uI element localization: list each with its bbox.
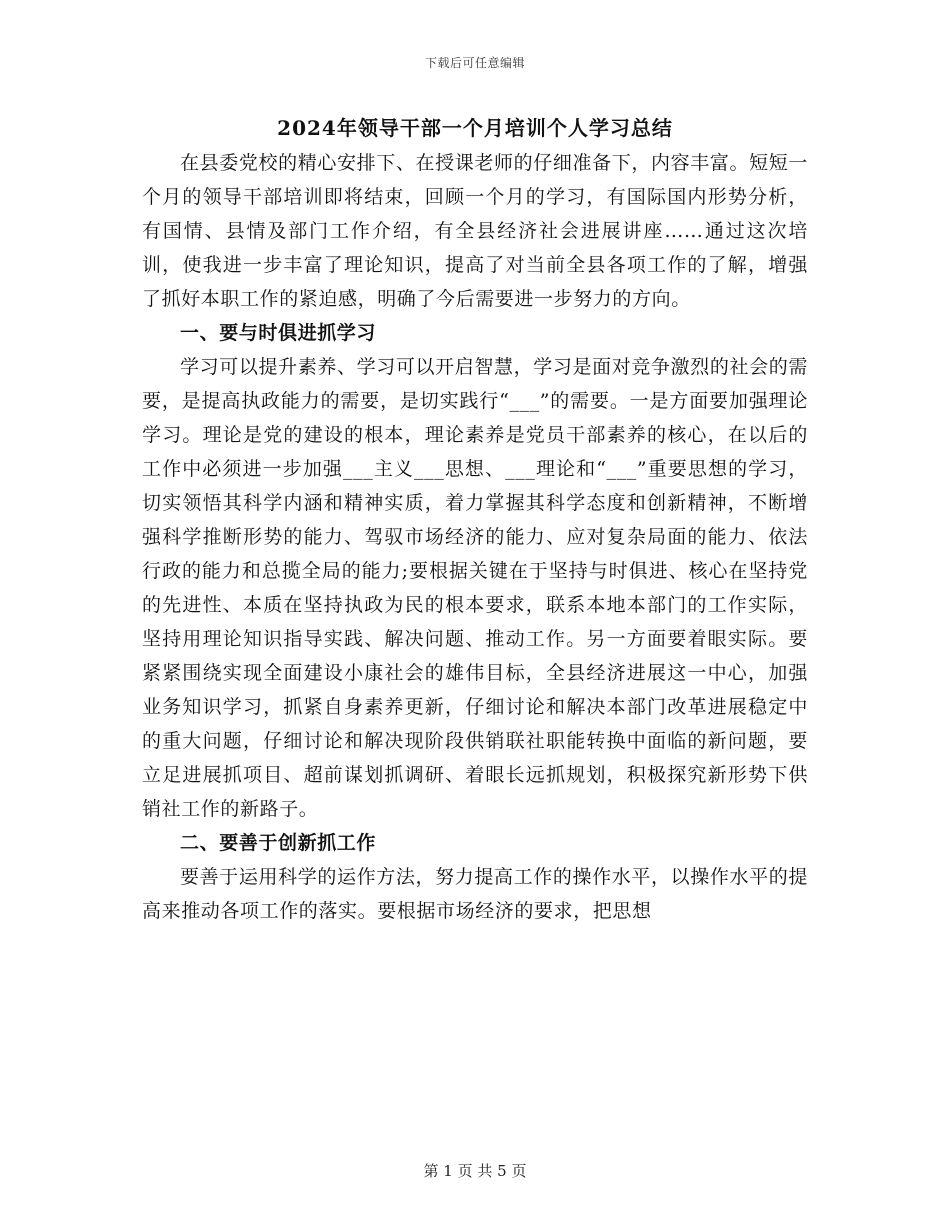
- section-1-heading: 一、要与时俱进抓学习: [180, 322, 377, 344]
- document-body: [142, 146, 808, 928]
- page-number: 第 1 页 共 5 页: [423, 1162, 527, 1180]
- intro-paragraph: 在县委党校的精心安排下、在授课老师的仔细准备下，内容丰富。短短一个月的领导干部培训即将结束，回顾一个月的学习，有国际国内形势分析，有国情、县情及部门工作介绍，有全县经济社会进展讲座……通过这次培训，使我进一步丰富了理论知识，提高了对当前全县各项工作的了解，增强了抓好本职工作的紧迫感，明确了今后需要进一步努力的方向。: [142, 152, 808, 310]
- document-title: 2024年领导干部一个月培训个人学习总结: [277, 116, 673, 140]
- section-1-paragraph: 学习可以提升素养、学习可以开启智慧，学习是面对竞争激烈的社会的需要，是提高执政能力的需要，是切实践行“___”的需要。一是方面要加强理论学习。理论是党的建设的根本，理论素养是党员干部素养的核心，在以后的工作中必须进一步加强___主义___思想、___理论和“___”重要思想的学习，切实领悟其科学内涵和精神实质，着力掌握其科学态度和创新精神，不断增强科学推断形势的能力、驾驭市场经济的能力、应对复杂局面的能力、依法行政的能力和总揽全局的能力;要根据关键在于坚持与时俱进、核心在坚持党的先进性、本质在坚持执政为民的根本要求，联系本地本部门的工作实际，坚持用理论知识指导实践、解决问题、推动工作。另一方面要着眼实际。要紧紧围绕实现全面建设小康社会的雄伟目标，全县经济进展这一中心，加强业务知识学习，抓紧自身素养更新，仔细讨论和解决本部门改革进展稳定中的重大问题，仔细讨论和解决现阶段供销联社职能转换中面临的新问题，要立足进展抓项目、超前谋划抓调研、着眼长远抓规划，积极探究新形势下供销社工作的新路子。: [142, 356, 808, 820]
- section-2-heading: 二、要善于创新抓工作: [180, 832, 377, 854]
- download-note: 下载后可任意编辑: [424, 56, 525, 70]
- section-2-paragraph: 要善于运用科学的运作方法，努力提高工作的操作水平，以操作水平的提高来推动各项工作的落实。要根据市场经济的要求，把思想: [142, 866, 808, 922]
